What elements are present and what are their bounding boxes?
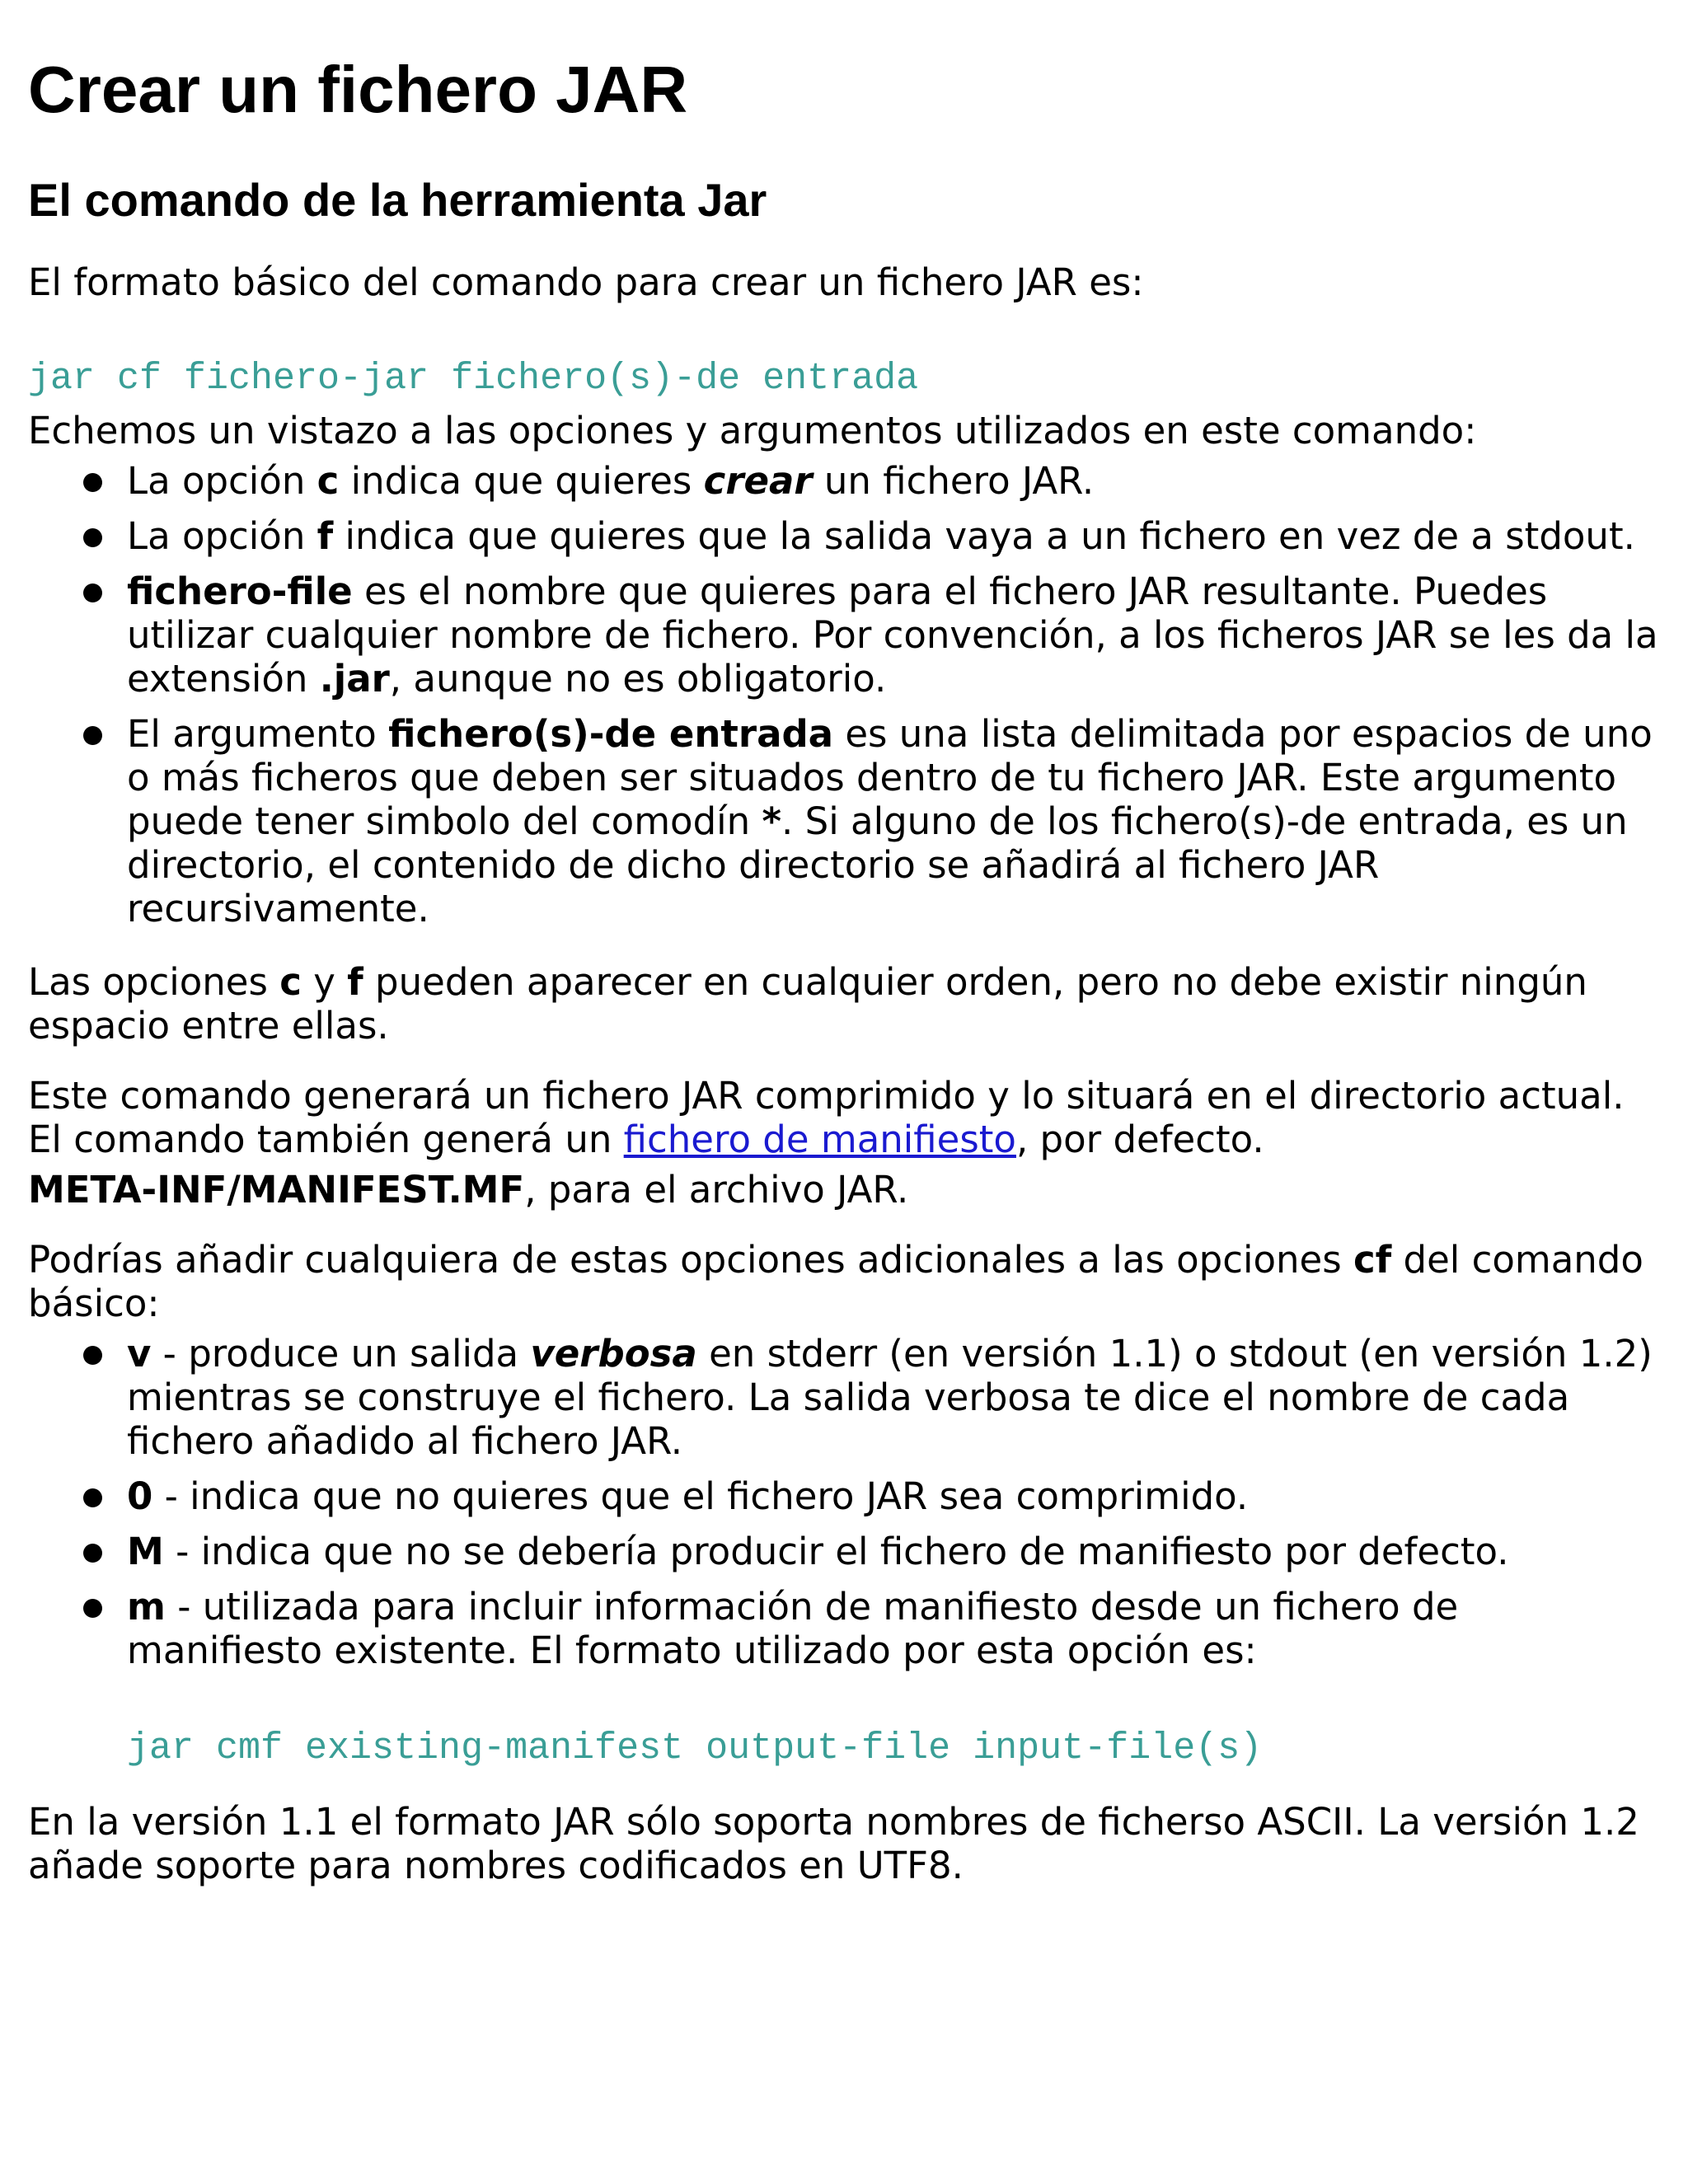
bullet-icon bbox=[83, 1488, 102, 1507]
manifest-command-code: jar cmf existing-manifest output-file input-file(s) bbox=[127, 1727, 1263, 1769]
list-item: La opción c indica que quieres crear un fichero JAR. bbox=[127, 459, 1662, 503]
bullet-icon bbox=[83, 726, 102, 745]
bullet-icon bbox=[83, 528, 102, 547]
options-intro: Echemos un vistazo a las opciones y argumentos utilizados en este comando: bbox=[28, 409, 1477, 452]
bullet-icon bbox=[83, 1599, 102, 1618]
list-item: m - utilizada para incluir información de manifiesto desde un fichero de manifiesto existente. El formato utilizado por esta opción es: jar cmf existing-manifest output-file input-file(s) bbox=[127, 1585, 1662, 1770]
basic-command-code: jar cf fichero-jar fichero(s)-de entrada bbox=[28, 358, 919, 400]
page-title: Crear un fichero JAR bbox=[28, 53, 688, 126]
list-item: La opción f indica que quieres que la salida vaya a un fichero en vez de a stdout. bbox=[127, 514, 1662, 558]
additional-options-list bbox=[28, 1332, 1662, 1770]
bullet-icon bbox=[83, 1346, 102, 1365]
manifest-paragraph: Este comando generará un fichero JAR comprimido y lo situará en el directorio actual. El comando también generá un fichero de manifiesto, por defecto. META-INF/MANIFEST.MF, para el archivo JAR. bbox=[28, 1074, 1625, 1212]
manifest-path: META-INF/MANIFEST.MF bbox=[28, 1168, 525, 1212]
additional-options-intro: Podrías añadir cualquiera de estas opciones adicionales a las opciones cf del comando básico: bbox=[28, 1238, 1643, 1325]
list-item: v - produce un salida verbosa en stderr (en versión 1.1) o stdout (en versión 1.2) mientras se construye el fichero. La salida verbosa te dice el nombre de cada fichero añadido al fichero JAR. bbox=[127, 1332, 1662, 1463]
list-item: 0 - indica que no quieres que el fichero JAR sea comprimido. bbox=[127, 1474, 1662, 1518]
section-heading: El comando de la herramienta Jar bbox=[28, 174, 767, 226]
list-item: fichero-file es el nombre que quieres para el fichero JAR resultante. Puedes utilizar cualquier nombre de fichero. Por convención, a los ficheros JAR se les da la extensión .jar, aunque no es obligatorio. bbox=[127, 569, 1662, 701]
closing-paragraph: En la versión 1.1 el formato JAR sólo soporta nombres de ficherso ASCII. La versión 1.2 añade soporte para nombres codificados en UTF8. bbox=[28, 1800, 1639, 1887]
list-item: M - indica que no se debería producir el fichero de manifiesto por defecto. bbox=[127, 1530, 1662, 1573]
manifest-link[interactable]: fichero de manifiesto bbox=[623, 1118, 1016, 1161]
options-order-paragraph: Las opciones c y f pueden aparecer en cualquier orden, pero no debe existir ningún espacio entre ellas. bbox=[28, 960, 1587, 1047]
intro-paragraph: El formato básico del comando para crear un fichero JAR es: bbox=[28, 260, 1144, 304]
bullet-icon bbox=[83, 473, 102, 492]
bullet-icon bbox=[83, 583, 102, 602]
options-list bbox=[28, 459, 1662, 930]
bullet-icon bbox=[83, 1544, 102, 1563]
list-item: El argumento fichero(s)-de entrada es una lista delimitada por espacios de uno o más ficheros que deben ser situados dentro de tu fichero JAR. Este argumento puede tener simbolo del comodín *. Si alguno de los fichero(s)-de entrada, es un directorio, el contenido de dicho directorio se añadirá al fichero JAR recursivamente. bbox=[127, 712, 1662, 930]
